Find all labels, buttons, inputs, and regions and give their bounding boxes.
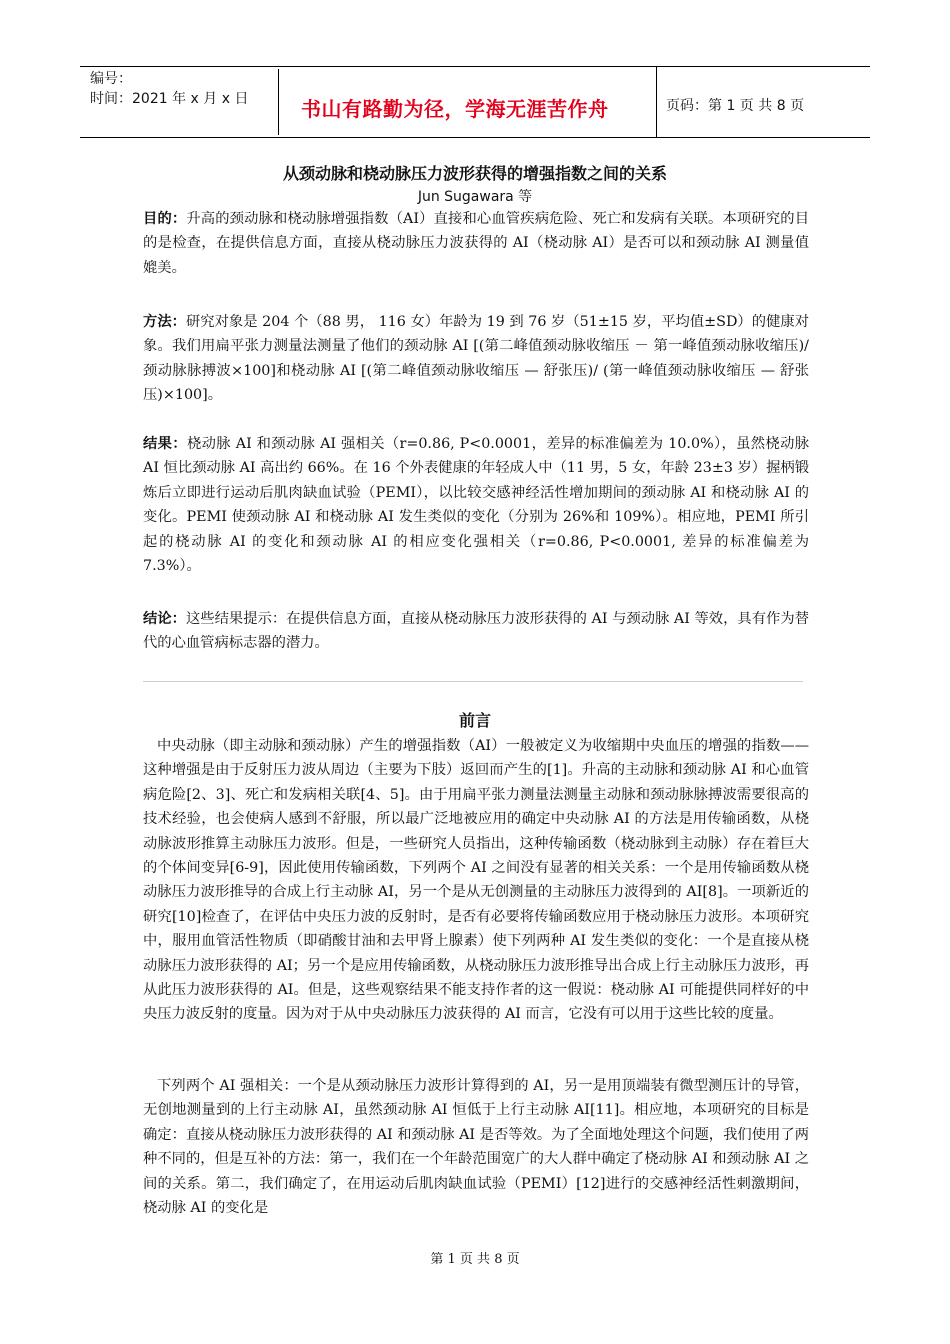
abstract-results (143, 432, 809, 578)
conclusion-text: 这些结果提示：在提供信息方面，直接从桡动脉压力波形获得的 AI 与颈动脉 AI 等效，具有作为替代的心血管病标志器的潜力。 (143, 611, 809, 652)
introduction-paragraph-2: 下列两个 AI 强相关：一个是从颈动脉压力波形计算得到的 AI，另一是用顶端装有微型测压计的导管，无创地测量到的上行主动脉 AI，虽然颈动脉 AI 恒低于上行主动脉 AI[11]。相应地，本项研究的目标是确定：直接从桡动脉压力波形获得的 AI 和颈动脉 AI 是否等效。为了全面地处理这个问题，我们使用了两种不同的，但是互补的方法：第一，我们在一个年龄范围宽广的大人群中确定了桡动脉 AI 和颈动脉 AI 之间的关系。第二，我们确定了，在用运动后肌肉缺血试验（PEMI）[12]进行的交感神经活性刺激期间，桡动脉 AI 的变化是 (143, 1078, 809, 1217)
document-title: 从颈动脉和桡动脉压力波形获得的增强指数之间的关系 (282, 164, 667, 183)
methods-label: 方法： (143, 314, 186, 330)
page-header (80, 66, 870, 138)
section-title-introduction: 前言 (458, 711, 491, 730)
conclusion-label: 结论： (143, 611, 186, 627)
page-number-info: 页码：第 1 页 共 8 页 (666, 98, 805, 114)
header-meta-cell (80, 69, 279, 135)
header-motto: 书山有路勤为径，学海无涯苦作舟 (301, 97, 609, 121)
results-label: 结果： (143, 436, 187, 452)
document-code-label: 编号： (90, 71, 132, 87)
page-footer: 第 1 页 共 8 页 (430, 1252, 520, 1267)
header-motto-cell (279, 67, 657, 137)
objective-label: 目的： (143, 211, 187, 227)
document-date-label: 时间：2021 年 x 月 x 日 (90, 91, 249, 107)
document-author: Jun Sugawara 等 (417, 189, 533, 205)
objective-text: 升高的颈动脉和桡动脉增强指数（AI）直接和心血管疾病危险、死亡和发病有关联。本项研究的目的是检查，在提供信息方面，直接从桡动脉压力波获得的 AI（桡动脉 AI）是否可以和颈动脉 AI 测量值媲美。 (143, 211, 810, 276)
introduction-paragraph-1: 中央动脉（即主动脉和颈动脉）产生的增强指数（AI）一般被定义为收缩期中央血压的增强的指数——这种增强是由于反射压力波从周边（主要为下肢）返回而产生的[1]。升高的主动脉和颈动脉 AI 和心血管病危险[2、3]、死亡和发病相关联[4、5]。由于用扁平张力测量法测量主动脉和颈动脉脉搏波需要很高的技术经验，也会使病人感到不舒服，所以最广泛地被应用的确定中央动脉 AI 的方法是用传输函数，从桡动脉波形推算主动脉压力波形。但是，一些研究人员指出，这种传输函数（桡动脉到主动脉）存在着巨大的个体间变异[6-9]，因此使用传输函数，下列两个 AI 之间没有显著的相关关系：一个是用传输函数从桡动脉压力波形推导的合成上行主动脉 AI，另一个是从无创测量的主动脉压力波得到的 AI[8]。一项新近的研究[10]检查了，在评估中央压力波的反射时，是否有必要将传输函数应用于桡动脉压力波形。本项研究中，服用血管活性物质（即硝酸甘油和去甲肾上腺素）使下列两种 AI 发生类似的变化：一个是直接从桡动脉压力波形获得的 AI；另一个是应用传输函数，从桡动脉压力波形推导出合成上行主动脉压力波形，再从此压力波形获得的 AI。但是，这些观察结果不能支持作者的这一假说：桡动脉 AI 可能提供同样好的中央压力波反射的度量。因为对于从中央动脉压力波获得的 AI 而言，它没有可以用于这些比较的度量。 (143, 738, 809, 1023)
methods-text: 研究对象是 204 个（88 男， 116 女）年龄为 19 到 76 岁（51±15 岁，平均值±SD）的健康对象。我们用扁平张力测量法测量了他们的颈动脉 AI [(第二峰值颈动脉收缩压 － 第一峰值颈动脉收缩压)/颈动脉脉搏波×100]和桡动脉 AI [(第二峰值颈动脉收缩压 — 舒张压)/ (第一峰值颈动脉收缩压 — 舒张压)×100]。 (143, 314, 810, 404)
abstract-methods (143, 310, 809, 408)
abstract-conclusion (143, 607, 809, 656)
section-divider (143, 681, 803, 682)
abstract-objective (143, 207, 809, 280)
results-text: 桡动脉 AI 和颈动脉 AI 强相关（r=0.86, P<0.0001，差异的标准偏差为 10.0%），虽然桡动脉 AI 恒比颈动脉 AI 高出约 66%。在 16 个外表健康的年轻成人中（11 男，5 女，年龄 23±3 岁）握柄锻炼后立即进行运动后肌肉缺血试验（PEMI），以比较交感神经活性增加期间的颈动脉 AI 和桡动脉 AI 的变化。PEMI 使颈动脉 AI 和桡动脉 AI 发生类似的变化（分别为 26%和 109%）。相应地，PEMI 所引起的桡动脉 AI 的变化和颈动脉 AI 的相应变化强相关（r=0.86, P<0.0001, 差异的标准偏差为 7.3%）。 (143, 436, 810, 575)
